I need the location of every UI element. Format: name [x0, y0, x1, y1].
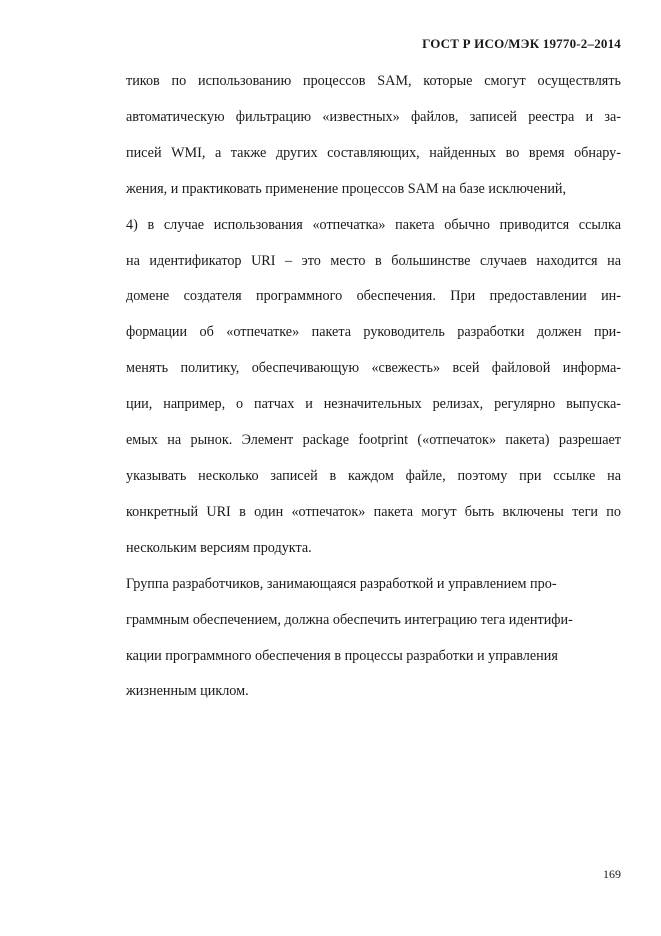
- body-text: [126, 64, 621, 710]
- text-line: домене создателя программного обеспечения. При предоставлении ин-: [126, 288, 621, 305]
- text-line: автоматическую фильтрацию «известных» файлов, записей реестра и за-: [126, 108, 621, 125]
- text-line: Группа разработчиков, занимающаяся разработкой и управлением про-: [126, 575, 557, 592]
- text-line: менять политику, обеспечивающую «свежесть» всей файловой информа-: [126, 360, 621, 377]
- text-line: жения, и практиковать применение процессов SAM на базе исключений,: [126, 180, 567, 197]
- text-line: кации программного обеспечения в процессы разработки и управления: [126, 647, 558, 664]
- text-line: писей WMI, а также других составляющих, найденных во время обнару-: [126, 144, 621, 161]
- text-line: емых на рынок. Элемент package footprint («отпечаток» пакета) разрешает: [126, 432, 621, 449]
- text-line: 4) в случае использования «отпечатка» пакета обычно приводится ссылка: [126, 216, 621, 233]
- text-line: указывать несколько записей в каждом файле, поэтому при ссылке на: [126, 467, 621, 484]
- page-number: 169: [603, 867, 621, 881]
- text-line: граммным обеспечением, должна обеспечить интеграцию тега идентифи-: [126, 611, 573, 628]
- text-line: жизненным циклом.: [126, 683, 249, 700]
- text-line: тиков по использованию процессов SAM, которые смогут осуществлять: [126, 73, 621, 89]
- text-line: нескольким версиям продукта.: [126, 539, 312, 556]
- text-line: формации об «отпечатке» пакета руководитель разработки должен при-: [126, 324, 621, 341]
- text-line: конкретный URI в один «отпечаток» пакета могут быть включены теги по: [126, 503, 621, 520]
- text-line: ции, например, о патчах и незначительных релизах, регулярно выпуска-: [126, 396, 621, 413]
- text-line: на идентификатор URI – это место в большинстве случаев находится на: [126, 252, 621, 269]
- document-header: ГОСТ Р ИСО/МЭК 19770-2–2014: [422, 36, 621, 51]
